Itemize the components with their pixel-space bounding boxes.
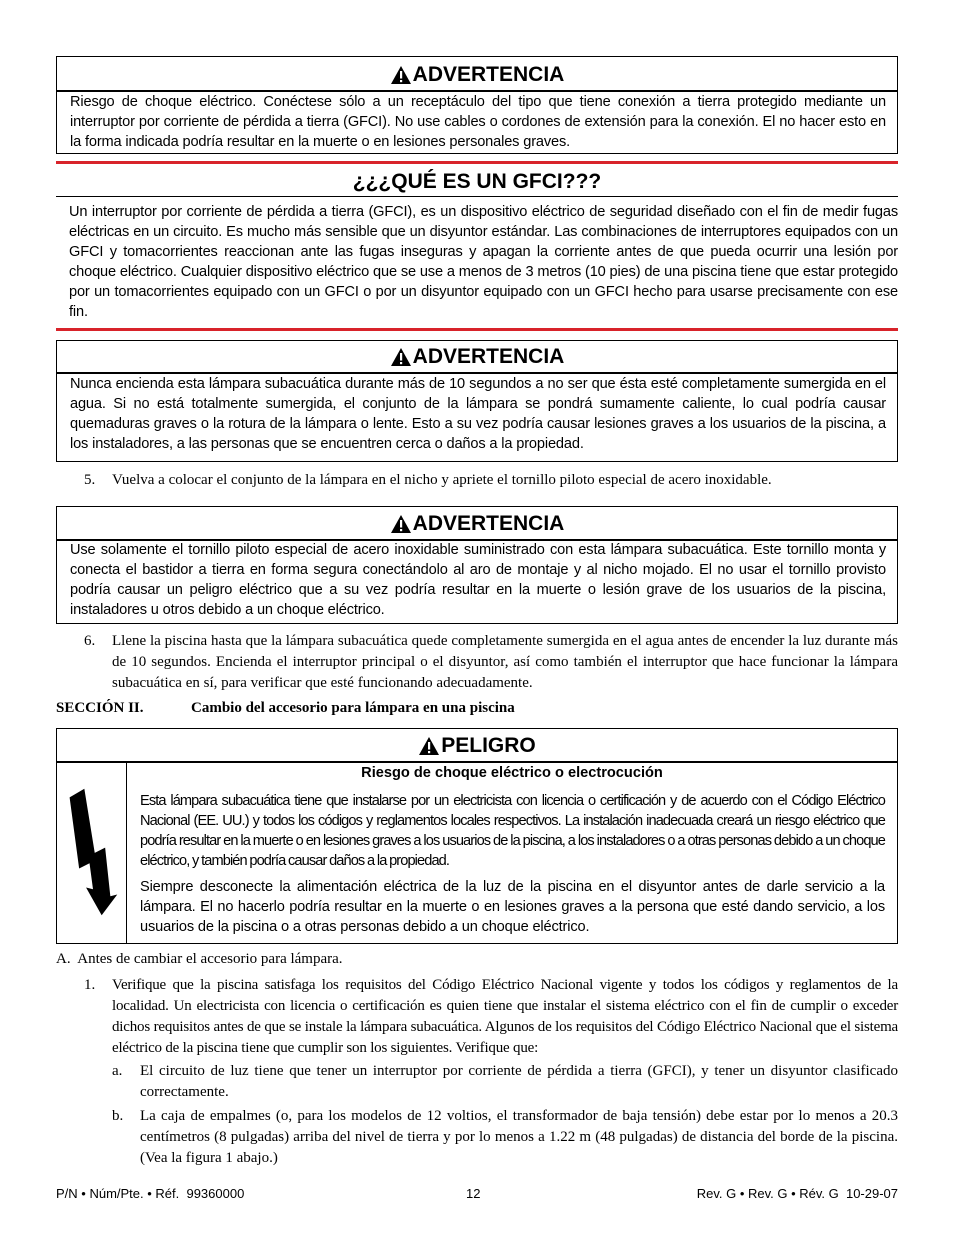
- item-letter: a.: [112, 1063, 123, 1079]
- warning-title-text: ADVERTENCIA: [412, 345, 565, 368]
- footer-part-number: P/N • Núm/Pte. • Réf. 99360000: [56, 1186, 245, 1201]
- danger-box: [56, 728, 898, 944]
- warning-box-electric-shock: [56, 56, 898, 154]
- warning-body: Use solamente el tornillo piloto especial de acero inoxidable suministrado con esta lámpara subacuática. Este tornillo monta y conecta el bastidor a tierra en forma segura conectándolo al aro de montaje y al nicho mojado. El no usar el tornillo provisto podría causar un peligro eléctrico que a su vez podría resultar en la muerte o lesión grave de los usuarios de la piscina, instaladores u otros debido a un choque eléctrico.: [70, 542, 886, 618]
- section-divider: [56, 161, 898, 164]
- warning-triangle-icon: [390, 514, 412, 534]
- warning-body: Riesgo de choque eléctrico. Conéctese sólo a un receptáculo del tipo que tiene conexión a tierra protegido mediante un interruptor por corriente de pérdida a tierra (GFCI). No use cables o cordones de extensión para la conexión. El no hacer esto en la forma indicada podría resultar en la muerte o en lesiones personales graves.: [70, 94, 886, 150]
- warning-title: [57, 342, 897, 372]
- warning-title-text: ADVERTENCIA: [412, 512, 565, 535]
- warning-title-text: ADVERTENCIA: [412, 63, 565, 86]
- part-a-heading: A. Antes de cambiar el accesorio para lámpara.: [56, 951, 343, 967]
- step-text: Llene la piscina hasta que la lámpara subacuática quede completamente sumergida en el agua antes de encender la luz durante más de 10 segundos. Encienda el interruptor principal o el disyuntor, así como también el interruptor que hace funcionar la lámpara subacuática en sí, para verificar que esté funcionando adecuadamente.: [112, 633, 898, 691]
- section-label: SECCIÓN II.: [56, 700, 144, 716]
- gfci-heading-rule: [56, 196, 898, 197]
- step-number: 5.: [84, 472, 96, 488]
- danger-subtitle: Riesgo de choque eléctrico o electrocución: [361, 765, 663, 781]
- gfci-heading: ¿¿¿QUÉ ES UN GFCI???: [352, 170, 602, 193]
- gfci-body: Un interruptor por corriente de pérdida a tierra (GFCI), es un dispositivo eléctrico de seguridad diseñado con el fin de medir fugas eléctricas en un circuito. Es mucho más sensible que un disyuntor estándar. Las combinaciones de interruptores equipados con un GFCI y tomacorrientes reaccionan ante las fugas inseguras y apagan la corriente antes de que pueda ocurrir una lesión por choque eléctrico. Cualquier dispositivo eléctrico que se use a menos de 3 metros (10 pies) de una piscina tiene que estar protegido por un tomacorrientes equipado con un GFCI o por un disyuntor equipado con un GFCI hecho para usarse precisamente con ese fin.: [69, 204, 898, 320]
- title-divider: [57, 761, 897, 763]
- danger-paragraph-1: Esta lámpara subacuática tiene que instalarse por un electricista con licencia o certificación y de acuerdo con el Código Eléctrico Nacional (EE. UU.) y todos los códigos y reglamentos locales respectivos. La instalación inadecuada creará un riesgo eléctrico que podría resultar en la muerte o en lesiones graves a los usuarios de la piscina, a los instaladores o a otras personas debido a un choque eléctrico, y también podría causar daños a la propiedad.: [140, 793, 885, 869]
- item-letter: b.: [112, 1108, 124, 1124]
- warning-title: [57, 509, 897, 539]
- danger-paragraph-2: Siempre desconecte la alimentación eléctrica de la luz de la piscina en el disyuntor antes de darle servicio a la lámpara. El no hacerlo podría resultar en la muerte o en lesiones graves a la persona que esté dando servicio, a los usuarios de la piscina o a otras personas debido a un choque eléctrico.: [140, 879, 885, 935]
- item-text: La caja de empalmes (o, para los modelos de 12 voltios, el transformador de baja tensión) debe estar por lo menos a 20.3 centímetros (8 pulgadas) arriba del nivel de tierra y por lo menos a 1.22 m (48 pulgadas) de distancia del borde de la piscina. (Vea la figura 1 abajo.): [140, 1108, 898, 1166]
- step-text: Verifique que la piscina satisfaga los requisitos del Código Eléctrico Nacional vigente y todos los códigos y reglamentos de la localidad. Un electricista con licencia o certificación es quien tiene que instalar el sistema eléctrico con el fin de cumplir o exceder dichos requisitos antes de que se instale la lámpara subacuática. Algunos de los requisitos del Código Eléctrico Nacional que el sistema eléctrico de la piscina tiene que cumplir son los siguientes. Verifique que:: [112, 977, 898, 1056]
- lightning-bolt-icon: [67, 780, 119, 924]
- section-title: Cambio del accesorio para lámpara en una piscina: [191, 700, 515, 716]
- danger-title: [57, 731, 897, 761]
- footer-revision: Rev. G • Rev. G • Rév. G 10-29-07: [696, 1186, 898, 1201]
- danger-icon-column: [57, 762, 127, 943]
- warning-body: Nunca encienda esta lámpara subacuática durante más de 10 segundos a no ser que ésta esté completamente sumergida en el agua. Si no está totalmente sumergida, el conjunto de la lámpara se pondrá sumamente caliente, lo cual podría causar quemaduras graves o la rotura de la lámpara o lente. Esto a su vez podría causar lesiones graves a los usuarios de la piscina, a los instaladores, a las personas que se encuentren cerca o daños a la propiedad.: [70, 376, 886, 452]
- warning-triangle-icon: [390, 347, 412, 367]
- item-text: El circuito de luz tiene que tener un interruptor por corriente de pérdida a tierra (GFCI), y tener un disyuntor clasificado correctamente.: [140, 1063, 898, 1100]
- step-number: 1.: [84, 977, 96, 993]
- warning-triangle-icon: [418, 736, 440, 756]
- footer-page-number: 12: [466, 1186, 481, 1201]
- warning-box-pilot-screw: [56, 506, 898, 624]
- warning-triangle-icon: [390, 65, 412, 85]
- warning-title: [57, 60, 897, 90]
- warning-box-submerge: [56, 340, 898, 462]
- step-number: 6.: [84, 633, 96, 649]
- danger-title-text: PELIGRO: [441, 734, 536, 757]
- section-divider: [56, 328, 898, 331]
- step-text: Vuelva a colocar el conjunto de la lámpara en el nicho y apriete el tornillo piloto especial de acero inoxidable.: [112, 472, 772, 488]
